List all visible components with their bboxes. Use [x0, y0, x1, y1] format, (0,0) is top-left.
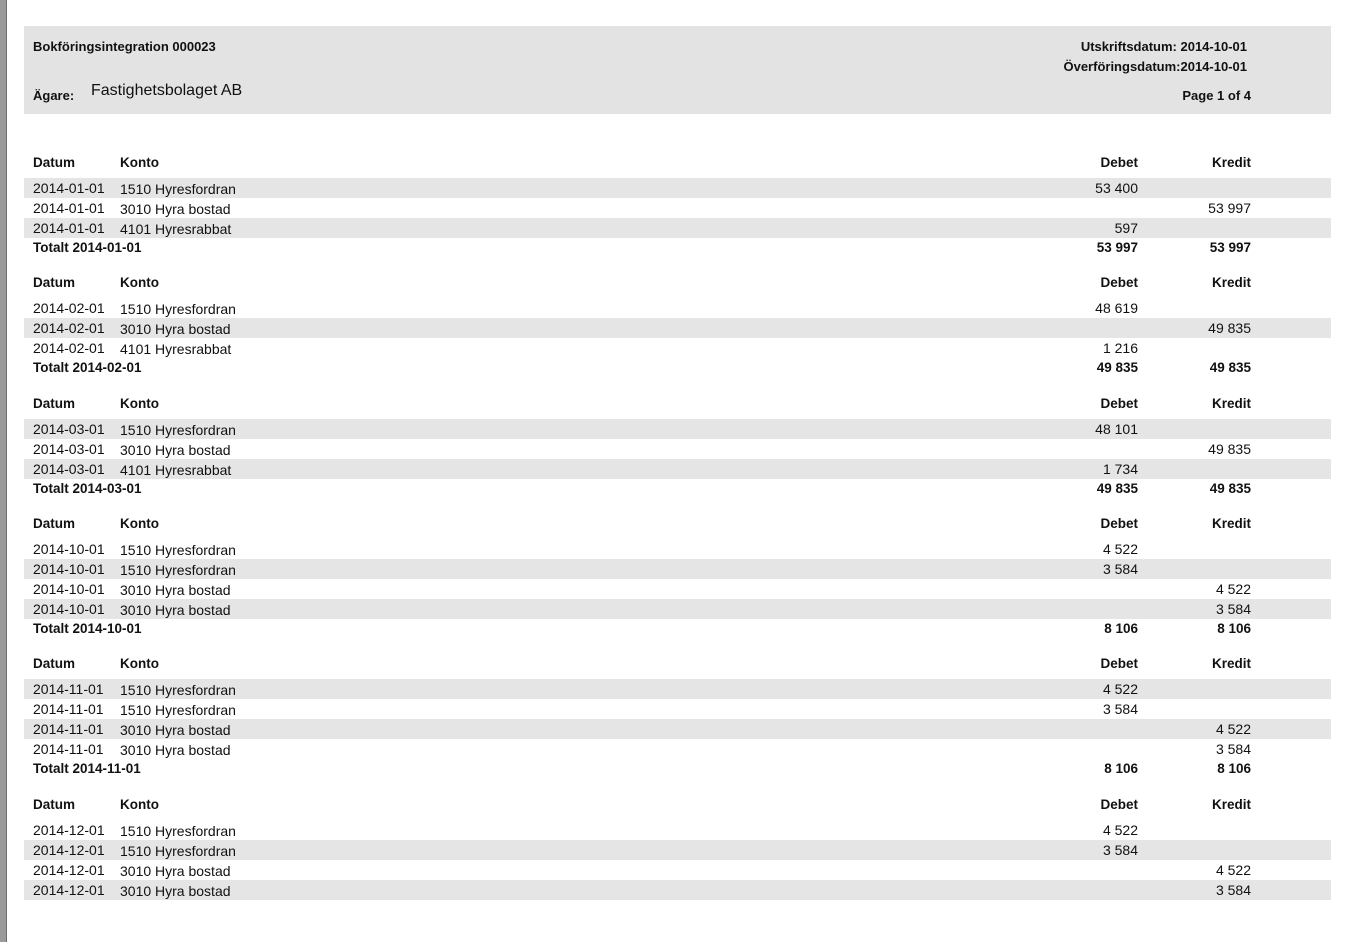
- transfer-date: Överföringsdatum:2014-10-01: [1063, 59, 1247, 74]
- row-date: 2014-03-01: [33, 461, 105, 477]
- row-debit: 4 522: [1102, 822, 1138, 838]
- total-label: Totalt 2014-03-01: [33, 481, 142, 496]
- ledger-group: [24, 273, 1331, 378]
- total-debit: 8 106: [1104, 761, 1138, 776]
- column-header-row: [24, 394, 1331, 419]
- row-date: 2014-03-01: [33, 421, 105, 437]
- table-row: [24, 719, 1331, 739]
- row-date: 2014-02-01: [33, 300, 105, 316]
- report-title: Bokföringsintegration 000023: [33, 39, 216, 54]
- row-debit: 3 584: [1102, 842, 1138, 858]
- row-credit: 53 997: [1208, 200, 1251, 216]
- row-account: 3010 Hyra bostad: [120, 742, 231, 758]
- table-row: [24, 699, 1331, 719]
- ledger-group: [24, 153, 1331, 258]
- row-account: 1510 Hyresfordran: [120, 562, 236, 578]
- total-label: Totalt 2014-01-01: [33, 240, 142, 255]
- total-label: Totalt 2014-11-01: [33, 761, 141, 776]
- total-debit: 53 997: [1096, 240, 1138, 255]
- row-debit: 597: [1114, 220, 1138, 236]
- row-account: 3010 Hyra bostad: [120, 201, 231, 217]
- table-row: [24, 198, 1331, 218]
- ledger-group: [24, 795, 1331, 900]
- row-date: 2014-12-01: [33, 862, 105, 878]
- row-date: 2014-11-01: [33, 681, 104, 697]
- row-credit: 49 835: [1208, 320, 1251, 336]
- row-date: 2014-01-01: [33, 180, 105, 196]
- row-date: 2014-12-01: [33, 842, 105, 858]
- total-debit: 8 106: [1104, 621, 1138, 636]
- column-header-account: Konto: [120, 275, 159, 290]
- table-row: [24, 840, 1331, 860]
- row-debit: 1 216: [1102, 340, 1138, 356]
- row-credit: 4 522: [1215, 862, 1251, 878]
- column-header-debit: Debet: [1100, 797, 1138, 812]
- table-row: [24, 539, 1331, 559]
- row-account: 1510 Hyresfordran: [120, 542, 236, 558]
- owner-value: Fastighetsbolaget AB: [91, 82, 243, 99]
- row-account: 1510 Hyresfordran: [120, 301, 236, 317]
- table-row: [24, 739, 1331, 759]
- column-header-row: [24, 654, 1331, 679]
- row-date: 2014-02-01: [33, 340, 105, 356]
- column-header-date: Datum: [33, 155, 76, 170]
- row-account: 1510 Hyresfordran: [120, 422, 236, 438]
- window-left-border: [0, 0, 7, 942]
- total-label: Totalt 2014-10-01: [33, 621, 142, 636]
- column-header-row: [24, 273, 1331, 298]
- column-header-debit: Debet: [1100, 516, 1138, 531]
- column-header-row: [24, 514, 1331, 539]
- total-label: Totalt 2014-02-01: [33, 360, 142, 375]
- row-credit: 4 522: [1215, 581, 1251, 597]
- ledger-group: [24, 394, 1331, 499]
- column-header-credit: Kredit: [1211, 516, 1251, 531]
- row-account: 3010 Hyra bostad: [120, 321, 231, 337]
- print-date: Utskriftsdatum: 2014-10-01: [1080, 39, 1247, 54]
- row-credit: 3 584: [1215, 741, 1251, 757]
- row-date: 2014-11-01: [33, 741, 104, 757]
- column-header-row: [24, 153, 1331, 178]
- row-date: 2014-12-01: [33, 822, 105, 838]
- table-row: [24, 318, 1331, 338]
- row-account: 4101 Hyresrabbat: [120, 221, 232, 237]
- total-debit: 49 835: [1096, 481, 1138, 496]
- row-account: 1510 Hyresfordran: [120, 843, 236, 859]
- row-debit: 53 400: [1095, 180, 1138, 196]
- table-row: [24, 439, 1331, 459]
- column-header-account: Konto: [120, 516, 159, 531]
- column-header-account: Konto: [120, 396, 159, 411]
- total-row: [24, 759, 1331, 779]
- row-debit: 4 522: [1102, 541, 1138, 557]
- column-header-debit: Debet: [1100, 155, 1138, 170]
- column-header-account: Konto: [120, 656, 159, 671]
- table-row: [24, 599, 1331, 619]
- row-date: 2014-11-01: [33, 701, 104, 717]
- row-date: 2014-01-01: [33, 200, 105, 216]
- total-debit: 49 835: [1096, 360, 1138, 375]
- row-debit: 48 619: [1095, 300, 1138, 316]
- row-account: 3010 Hyra bostad: [120, 883, 231, 899]
- page-indicator: Page 1 of 4: [1182, 88, 1251, 103]
- ledger-group: [24, 514, 1331, 639]
- column-header-credit: Kredit: [1211, 656, 1251, 671]
- column-header-debit: Debet: [1100, 656, 1138, 671]
- total-row: [24, 238, 1331, 258]
- total-row: [24, 479, 1331, 499]
- column-header-date: Datum: [33, 275, 76, 290]
- total-credit: 49 835: [1209, 481, 1251, 496]
- column-header-row: [24, 795, 1331, 820]
- table-row: [24, 679, 1331, 699]
- column-header-debit: Debet: [1100, 275, 1138, 290]
- column-header-debit: Debet: [1100, 396, 1138, 411]
- row-date: 2014-10-01: [33, 561, 105, 577]
- ledger-group: [24, 654, 1331, 779]
- row-date: 2014-10-01: [33, 581, 105, 597]
- table-row: [24, 419, 1331, 439]
- total-credit: 8 106: [1217, 621, 1251, 636]
- column-header-credit: Kredit: [1211, 275, 1251, 290]
- row-account: 3010 Hyra bostad: [120, 602, 231, 618]
- row-account: 4101 Hyresrabbat: [120, 462, 232, 478]
- table-row: [24, 820, 1331, 840]
- row-date: 2014-10-01: [33, 541, 105, 557]
- row-account: 3010 Hyra bostad: [120, 722, 231, 738]
- column-header-account: Konto: [120, 797, 159, 812]
- row-account: 3010 Hyra bostad: [120, 442, 231, 458]
- total-row: [24, 619, 1331, 639]
- column-header-credit: Kredit: [1211, 396, 1251, 411]
- table-row: [24, 178, 1331, 198]
- row-credit: 3 584: [1215, 882, 1251, 898]
- total-row: [24, 358, 1331, 378]
- row-date: 2014-01-01: [33, 220, 105, 236]
- report-header: [24, 26, 1331, 114]
- row-account: 1510 Hyresfordran: [120, 181, 236, 197]
- column-header-account: Konto: [120, 155, 159, 170]
- row-account: 1510 Hyresfordran: [120, 823, 236, 839]
- row-credit: 49 835: [1208, 441, 1251, 457]
- table-row: [24, 860, 1331, 880]
- total-credit: 49 835: [1209, 360, 1251, 375]
- owner-label: Ägare:: [33, 88, 75, 103]
- table-row: [24, 559, 1331, 579]
- row-account: 3010 Hyra bostad: [120, 582, 231, 598]
- row-credit: 3 584: [1215, 601, 1251, 617]
- row-debit: 1 734: [1102, 461, 1138, 477]
- column-header-date: Datum: [33, 797, 76, 812]
- column-header-credit: Kredit: [1211, 155, 1251, 170]
- row-debit: 3 584: [1102, 561, 1138, 577]
- row-credit: 4 522: [1215, 721, 1251, 737]
- row-account: 3010 Hyra bostad: [120, 863, 231, 879]
- table-row: [24, 880, 1331, 900]
- row-date: 2014-12-01: [33, 882, 105, 898]
- row-date: 2014-02-01: [33, 320, 105, 336]
- row-debit: 3 584: [1102, 701, 1138, 717]
- table-row: [24, 298, 1331, 318]
- table-row: [24, 459, 1331, 479]
- total-credit: 53 997: [1209, 240, 1251, 255]
- row-date: 2014-11-01: [33, 721, 104, 737]
- table-row: [24, 338, 1331, 358]
- table-row: [24, 218, 1331, 238]
- column-header-date: Datum: [33, 396, 76, 411]
- table-row: [24, 579, 1331, 599]
- column-header-credit: Kredit: [1211, 797, 1251, 812]
- column-header-date: Datum: [33, 516, 76, 531]
- total-credit: 8 106: [1217, 761, 1251, 776]
- row-debit: 4 522: [1102, 681, 1138, 697]
- row-account: 1510 Hyresfordran: [120, 702, 236, 718]
- row-account: 1510 Hyresfordran: [120, 682, 236, 698]
- row-debit: 48 101: [1095, 421, 1138, 437]
- row-date: 2014-03-01: [33, 441, 105, 457]
- column-header-date: Datum: [33, 656, 76, 671]
- row-date: 2014-10-01: [33, 601, 105, 617]
- row-account: 4101 Hyresrabbat: [120, 341, 232, 357]
